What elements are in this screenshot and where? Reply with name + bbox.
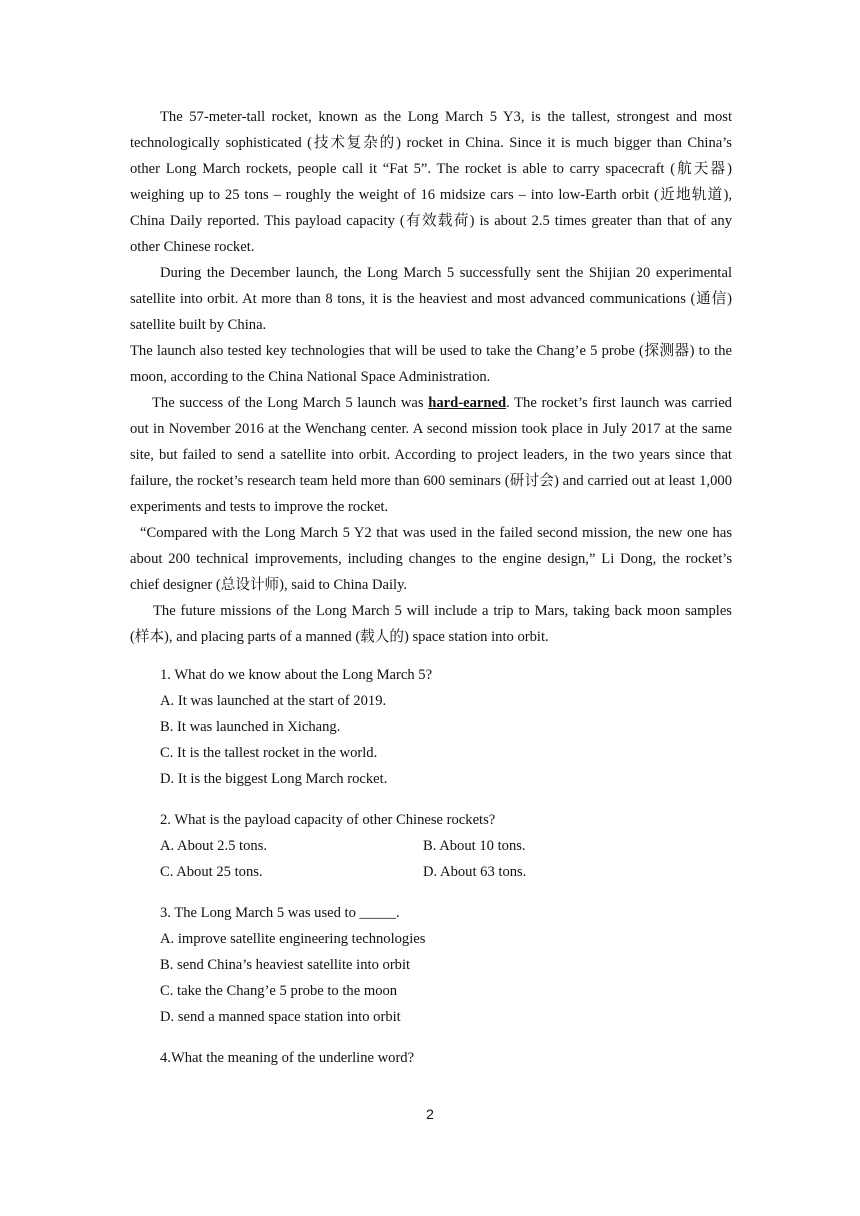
question-1 <box>160 662 732 792</box>
question-stem: 3. The Long March 5 was used to _____. <box>160 905 400 921</box>
option-c: C. About 25 tons. <box>160 864 263 880</box>
question-stem: 4.What the meaning of the underline word? <box>160 1050 415 1066</box>
option-a: A. About 2.5 tons. <box>160 838 268 854</box>
question-stem: 2. What is the payload capacity of other Chinese rockets? <box>160 812 496 828</box>
option-a: A. improve satellite engineering technologies <box>160 931 426 947</box>
question-stem: 1. What do we know about the Long March 5? <box>160 667 433 683</box>
question-3 <box>160 900 732 1030</box>
option-b: B. About 10 tons. <box>423 838 526 854</box>
paragraph-4-start: The success of the Long March 5 launch was <box>152 395 429 411</box>
question-4 <box>160 1045 732 1071</box>
paragraph-3: The launch also tested key technologies that will be used to take the Chang’e 5 probe (探测器) to the moon, according to the China National Space Administration. <box>130 343 732 385</box>
paragraph-2: During the December launch, the Long March 5 successfully sent the Shijian 20 experimental satellite into orbit. At more than 8 tons, it is the heaviest and most advanced communications (通信) satellite built by China. <box>130 265 732 333</box>
question-2 <box>160 807 732 885</box>
option-d: D. send a manned space station into orbit <box>160 1009 401 1025</box>
question-list <box>160 662 732 1086</box>
option-d: D. About 63 tons. <box>423 864 527 880</box>
option-a: A. It was launched at the start of 2019. <box>160 693 387 709</box>
paragraph-1: The 57-meter-tall rocket, known as the Long March 5 Y3, is the tallest, strongest and most technologically sophisticated (技术复杂的) rocket in China. Since it is much bigger than China’s other Long March rockets, people call it “Fat 5”. The rocket is able to carry spacecraft (航天器) weighing up to 25 tons – roughly the weight of 16 midsize cars – into low-Earth orbit (近地轨道), China Daily reported. This payload capacity (有效载荷) is about 2.5 times greater than that of any other Chinese rocket. <box>130 109 732 255</box>
paragraph-4 <box>130 390 732 520</box>
underlined-word: hard-earned <box>428 395 507 411</box>
paragraph-4-end: . The rocket’s first launch was carried out in November 2016 at the Wenchang center. A second mission took place in July 2017 at the same site, but failed to send a satellite into orbit. According to project leaders, in the two years since that failure, the rocket’s research team held more than 600 seminars (研讨会) and carried out at least 1,000 experiments and tests to improve the rocket. <box>130 395 732 515</box>
option-b: B. send China’s heaviest satellite into orbit <box>160 957 411 973</box>
option-c: C. take the Chang’e 5 probe to the moon <box>160 983 398 999</box>
page-number: 2 <box>426 1106 434 1122</box>
paragraph-6: The future missions of the Long March 5 will include a trip to Mars, taking back moon samples (样本), and placing parts of a manned (载人的) space station into orbit. <box>130 603 732 645</box>
option-b: B. It was launched in Xichang. <box>160 719 341 735</box>
option-c: C. It is the tallest rocket in the world. <box>160 745 378 761</box>
paragraph-5: “Compared with the Long March 5 Y2 that was used in the failed second mission, the new one has about 200 technical improvements, including changes to the engine design,” Li Dong, the rocket’s chief designer (总设计师), said to China Daily. <box>130 525 732 593</box>
reading-passage <box>130 104 732 650</box>
option-d: D. It is the biggest Long March rocket. <box>160 771 388 787</box>
option-grid <box>160 833 732 885</box>
